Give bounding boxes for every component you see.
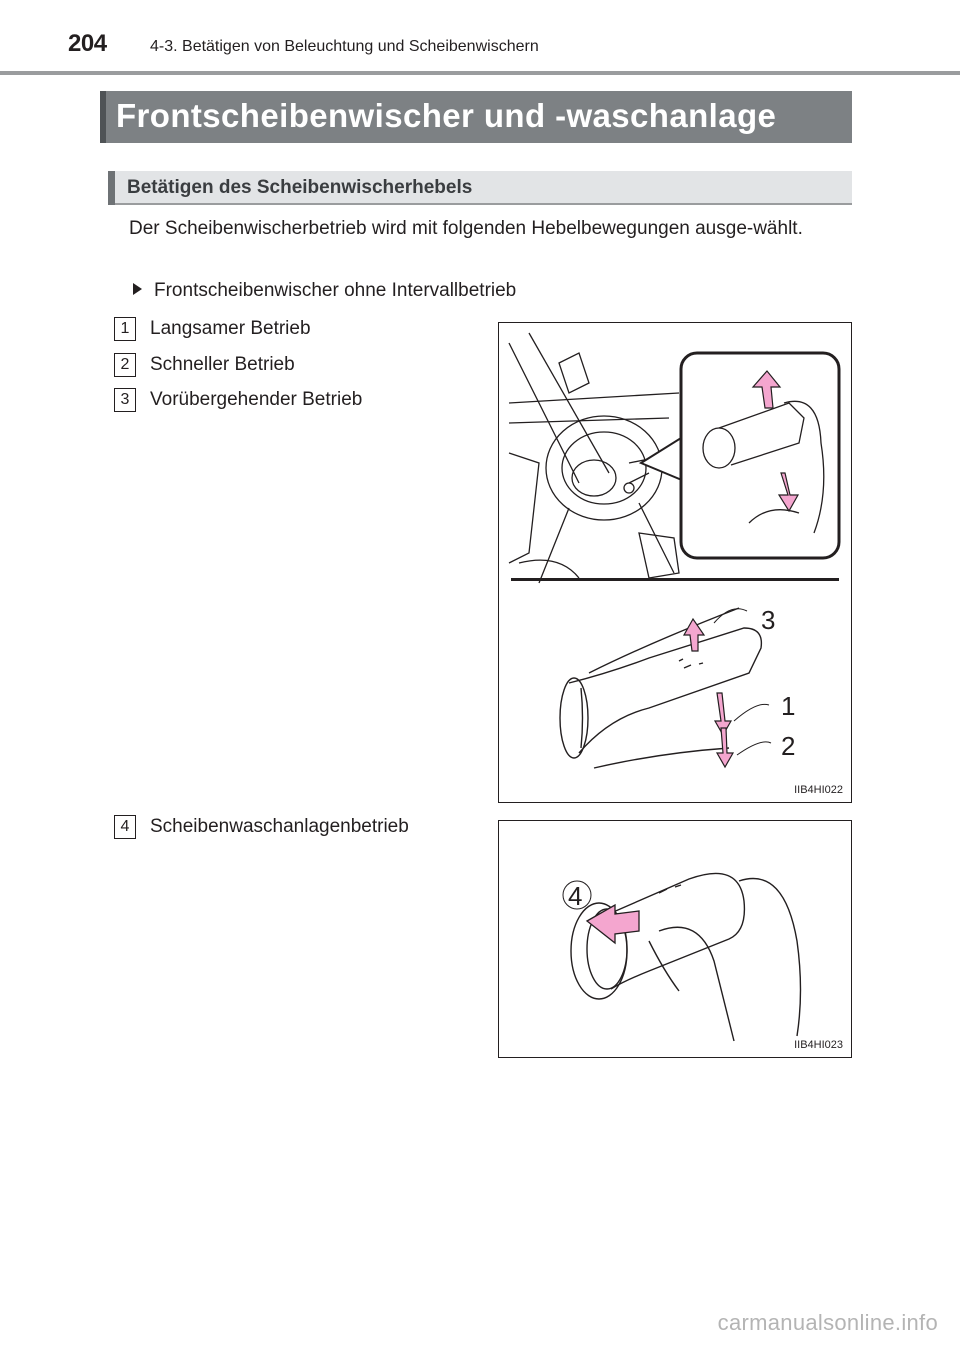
figure-code: IIB4HI023 (794, 1039, 843, 1051)
item-number-badge: 2 (114, 353, 136, 377)
lever-down-arrow-2-icon (717, 728, 733, 767)
subsection-stripe (108, 171, 115, 205)
figure-divider (511, 578, 839, 581)
callout-2: 2 (781, 731, 796, 761)
list-item (114, 317, 311, 341)
washer-figure (498, 820, 852, 1058)
washer-pull-arrow-icon (587, 905, 639, 943)
subsection-title: Betätigen des Scheibenwischerhebels (127, 177, 473, 198)
watermark: carmanualsonline.info (717, 1310, 938, 1335)
list-item (114, 353, 295, 377)
triangle-bullet-icon (133, 283, 142, 295)
title-stripe (100, 91, 106, 143)
header-rule (0, 71, 960, 75)
wiper-lever-figure (498, 322, 852, 803)
item-label: Langsamer Betrieb (150, 318, 311, 340)
section-title-band (100, 91, 852, 143)
item-label: Scheibenwaschanlagenbetrieb (150, 816, 409, 838)
leader-line-2 (737, 742, 771, 755)
callout-1: 1 (781, 691, 796, 721)
bullet-text: Frontscheibenwischer ohne Intervallbetrieb (154, 280, 517, 301)
figure-code: IIB4HI022 (794, 784, 843, 796)
item-label: Vorübergehender Betrieb (150, 389, 363, 411)
inset-callout (641, 353, 839, 558)
subsection-band (108, 171, 852, 205)
item-number-badge: 1 (114, 317, 136, 341)
callout-4: 4 (568, 881, 583, 911)
callout-3: 3 (761, 605, 776, 635)
washer-lever-drawing (571, 873, 801, 1041)
bullet-heading (133, 280, 516, 302)
section-title: Frontscheibenwischer und -waschanlage (116, 97, 777, 134)
lever-drawing (560, 608, 761, 768)
intro-paragraph: Der Scheibenwischerbetrieb wird mit folgenden Hebelbewegungen ausge-wählt. (129, 218, 803, 239)
washer-lever-illustration (499, 821, 851, 1057)
item-label: Schneller Betrieb (150, 354, 295, 376)
wiper-lever-illustration (499, 323, 851, 802)
item-number-badge: 4 (114, 815, 136, 839)
list-item (114, 815, 409, 839)
item-number-badge: 3 (114, 388, 136, 412)
page-number: 204 (68, 30, 107, 57)
leader-line-1 (734, 704, 769, 721)
running-head: 4-3. Betätigen von Beleuchtung und Scheibenwischern (150, 38, 539, 55)
list-item (114, 388, 362, 412)
